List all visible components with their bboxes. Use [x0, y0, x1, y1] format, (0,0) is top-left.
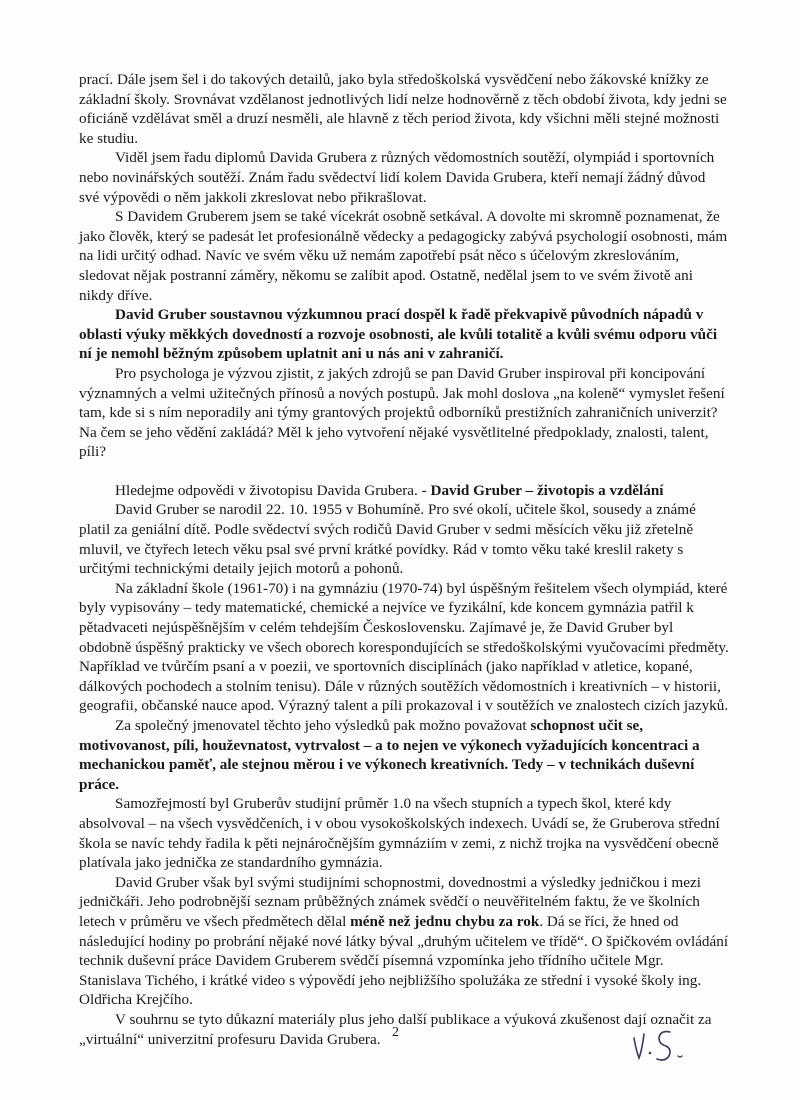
text-run: Hledejme odpovědi v životopisu Davida Grubera. - — [115, 481, 431, 499]
paragraph — [79, 364, 729, 462]
text-run: Za společný jmenovatel těchto jeho výsledků pak možno považovat — [115, 717, 531, 734]
text-run: Na základní škole (1961-70) i na gymnáziu (1970-74) byl úspěšným řešitelem všech olympiád, které byly vypisovány – tedy matematické, chemické a nejvíce ve fyzikální, kde koncem gymnázia patřil k pětadvaceti nejúspěšnějším v celém tehdejším Československu. Zajímavé je, že David Gruber byl obdobně úspěšný prakticky ve všech oborech korespondujících se středoškolskými vyučovacími předměty. Například ve tvůrčím psaní a v poezii, ve sportovních disciplínách (jako například v atletice, kopané, dálkových pochodech a stolním tenisu). Dále v různých soutěžích vědomostních i kreativních – v historii, geografii, občanské nauce apod. Výrazný talent a píli prokazoval i v soutěžích ve znalostech cizích jazyků. — [79, 579, 729, 715]
paragraph-gap — [79, 462, 729, 481]
text-run: prací. Dále jsem šel i do takových detailů, jako byla středoškolská vysvědčení nebo žákovské knížky ze základní školy. Srovnávat vzdělanost jednotlivých lidí nelze hodnověrně z těch období života, kdy jedni se oficiáně vzdělávat směl a druzí nesměli, ale hlavně z těch period života, kdy všichni měli stejné možnosti ke studiu. — [79, 71, 727, 147]
paragraph — [79, 500, 729, 578]
text-run: David Gruber však byl svými studijními schopnostmi, dovednostmi a výsledky jedničkou i mezi jedničkáři. Jeho podrobnější seznam průběžných známek svědčí o neuvěřitelném faktu, že ve školních letech v průměru ve všech předmětech dělal — [79, 873, 701, 930]
paragraph — [79, 716, 729, 794]
bold-text-run: David Gruber – životopis a vzdělání — [430, 481, 664, 499]
paragraph — [79, 70, 729, 148]
paragraph — [79, 579, 729, 716]
bold-text-run: méně než jednu chybu za rok — [350, 912, 540, 930]
paragraph — [79, 207, 729, 305]
text-run: S Davidem Gruberem jsem se také vícekrát osobně setkával. A dovolte mi skromně poznamenat, že jako člověk, který se padesát let profesionálně vědecky a pedagogicky zabývá psychologií osobnosti, mám na lidi určitý odhad. Navíc ve svém věku už nemám zapotřebí psát něco s účelovým zkreslováním, sledovat nějak postranní záměry, někomu se zalíbit apod. Ostatně, nedělal jsem to ve svém životě ani nikdy dříve. — [79, 208, 728, 304]
bold-text-run: David Gruber soustavnou výzkumnou prací dospěl k řadě překvapivě původních nápadů v oblasti výuky měkkých dovedností a rozvoje osobnosti, ale kvůli totalitě a kvůli svému odporu vůči ní je nemohl běžným způsobem uplatnit ani u nás ani v zahraničí. — [79, 306, 718, 363]
paragraph — [79, 148, 729, 207]
document-body — [79, 70, 729, 1049]
text-run: Viděl jsem řadu diplomů Davida Grubera z různých vědomostních soutěží, olympiád i sportovních nebo novinářských soutěží. Znám řadu svědectví lidí kolem Davida Grubera, kteří nemají žádný důvod své výpovědi o něm jakkoli zkreslovat nebo přikrašlovat. — [79, 149, 715, 206]
text-run: V souhrnu se tyto důkazní materiály plus jeho další publikace a výuková zkušenost dají označit za „virtuální“ univerzitní profesuru Davida Grubera. — [79, 1010, 712, 1048]
paragraph — [79, 873, 729, 1010]
text-run: Pro psychologa je výzvou zjistit, z jakých zdrojů se pan David Gruber inspiroval při koncipování významných a velmi užitečných přínosů a nových postupů. Jak mohl doslova „na koleně“ vymyslet řešení tam, kde si s ním neporadily ani týmy grantových projektů odborníků prestižních zahraničních univerzit? Na čem se jeho vědění zakládá? Měl k jeho vytvoření nějaké vysvětlitelné předpoklady, znalosti, talent, píli? — [79, 364, 725, 461]
handwritten-initials-signature — [626, 1020, 696, 1070]
text-run: Samozřejmostí byl Gruberův studijní průměr 1.0 na všech stupních a typech škol, které kdy absolvoval – na všech vysvědčeních, i v obou vysokoškolských indexech. Uvádí se, že Gruberova střední škola se navíc tehdy řadila k pěti nejnáročnějším gymnáziím v zemi, z nichž trojka na vysvědčení obecně platívala jako jednička ze standardního gymnázia. — [79, 795, 720, 872]
page-number: 2 — [392, 1025, 399, 1040]
text-run: . Dá se říci, že hned od následující hodiny po probrání nějaké nové látky býval „druhým učitelem ve třídě“. O špičkovém ovládání technik duševní práce Davidem Gruberem svědčí písemná vzpomínka jeho třídního učitele Mgr. Stanislava Tichého, i krátké video s výpovědí jeho nejbližšího spolužáka ze střední i vysoké školy ing. Oldřicha Krejčího. — [79, 912, 729, 1009]
bold-text-run: schopnost učit se, motivovanost, píli, houževnatost, vytrvalost – a to nejen ve výkonech vyžadujících koncentraci a mechanickou paměť, ale stejnou měrou i ve výkonech kreativních. Tedy – v technikách duševní práce. — [79, 717, 700, 793]
paragraph — [79, 794, 729, 872]
paragraph — [79, 305, 729, 364]
paragraph — [79, 481, 729, 501]
text-run: David Gruber se narodil 22. 10. 1955 v Bohumíně. Pro své okolí, učitele škol, sousedy a známé platil za geniální dítě. Podle svědectví svých rodičů David Gruber v sedmi měsících věku již zřetelně mluvil, ve čtyřech letech věku psal své první krátké povídky. Rád v tomto věku také kreslil rakety s určitými technickými detaily jejich motorů a pohonů. — [79, 501, 696, 578]
